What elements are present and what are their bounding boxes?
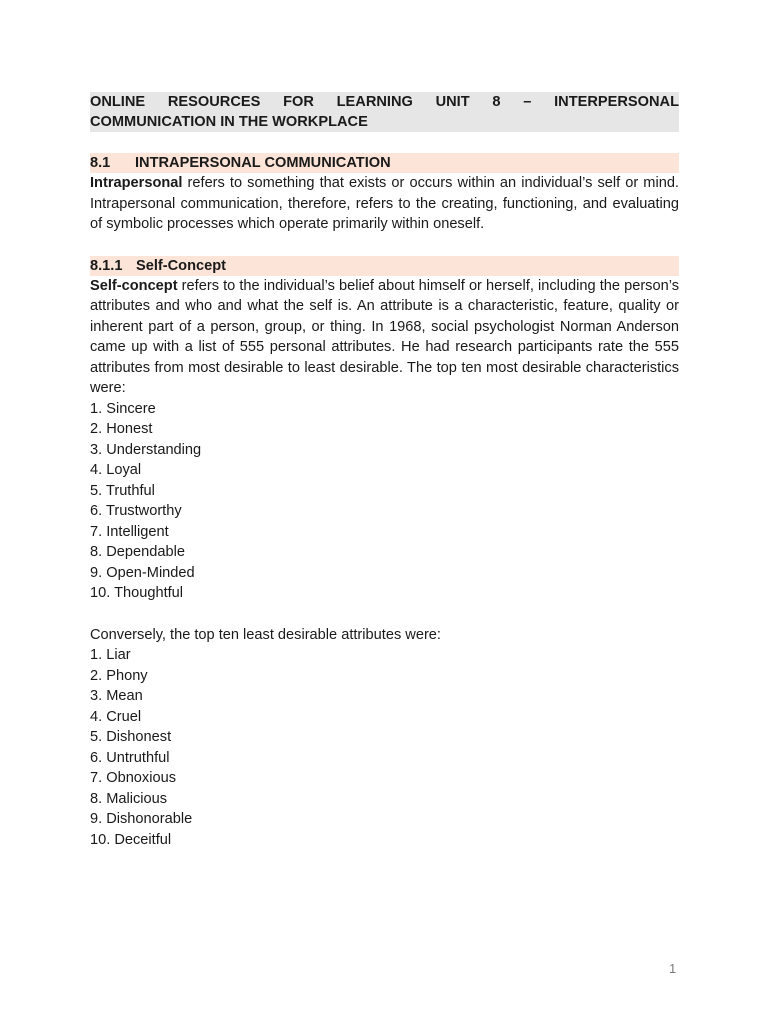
- document-title: [90, 92, 679, 132]
- list-item: 2. Phony: [90, 667, 148, 684]
- list-item: 7. Intelligent: [90, 523, 169, 540]
- page-number: 1: [669, 961, 677, 976]
- least-desirable-intro: Conversely, the top ten least desirable attributes were:: [90, 626, 441, 643]
- subsection-title: Self-Concept: [136, 257, 226, 274]
- least-desirable-attributes-list: [90, 645, 679, 850]
- list-item: 6. Trustworthy: [90, 503, 182, 519]
- list-item: 6. Untruthful: [90, 749, 170, 766]
- list-item: 8. Dependable: [90, 544, 185, 560]
- intrapersonal-paragraph: [90, 173, 679, 235]
- list-item: 10. Thoughtful: [90, 585, 184, 601]
- self-concept-text: refers to the individual’s belief about himself or herself, including the person’s attributes and who and what the self is. An attribute is a characteristic, feature, quality or inherent part of a person, group, or thing. In 1968, social psychologist Norman Anderson came up with a list of 555 personal attributes. He had research participants rate the 555 attributes from most desirable to least desirable. The top ten most desirable characteristics were:: [90, 277, 679, 396]
- list-item: 3. Understanding: [90, 441, 202, 458]
- document-title-line-2: COMMUNICATION IN THE WORKPLACE: [90, 114, 368, 130]
- self-concept-paragraph: [90, 276, 679, 399]
- list-item: 9. Open-Minded: [90, 564, 195, 581]
- list-item: 4. Cruel: [90, 708, 142, 725]
- section-number: 8.1: [90, 155, 111, 171]
- list-item: 3. Mean: [90, 688, 143, 704]
- section-heading-8-1: [90, 153, 679, 173]
- document-page: [90, 92, 679, 850]
- section-title: INTRAPERSONAL COMMUNICATION: [135, 155, 391, 171]
- list-item: 5. Dishonest: [90, 729, 172, 745]
- list-item: 9. Dishonorable: [90, 811, 193, 827]
- list-item: 2. Honest: [90, 421, 153, 437]
- list-item: 7. Obnoxious: [90, 770, 176, 786]
- document-title-line-1: ONLINE RESOURCES FOR LEARNING UNIT 8 – INTERPERSONAL: [90, 94, 679, 110]
- term-intrapersonal: Intrapersonal: [90, 175, 183, 191]
- subsection-number: 8.1.1: [90, 257, 123, 274]
- list-item: 1. Liar: [90, 647, 131, 663]
- list-item: 8. Malicious: [90, 790, 168, 807]
- list-item: 4. Loyal: [90, 462, 142, 478]
- intrapersonal-text: refers to something that exists or occurs within an individual’s self or mind. Intrapersonal communication, therefore, refers to the creating, functioning, and evaluating of symbolic processes which operate primarily within oneself.: [90, 175, 679, 232]
- list-item: 10. Deceitful: [90, 831, 172, 848]
- term-self-concept: Self-concept: [90, 277, 178, 294]
- desirable-attributes-list: [90, 399, 679, 604]
- list-item: 5. Truthful: [90, 482, 155, 499]
- section-heading-8-1-1: [90, 256, 679, 276]
- list-item: 1. Sincere: [90, 400, 156, 417]
